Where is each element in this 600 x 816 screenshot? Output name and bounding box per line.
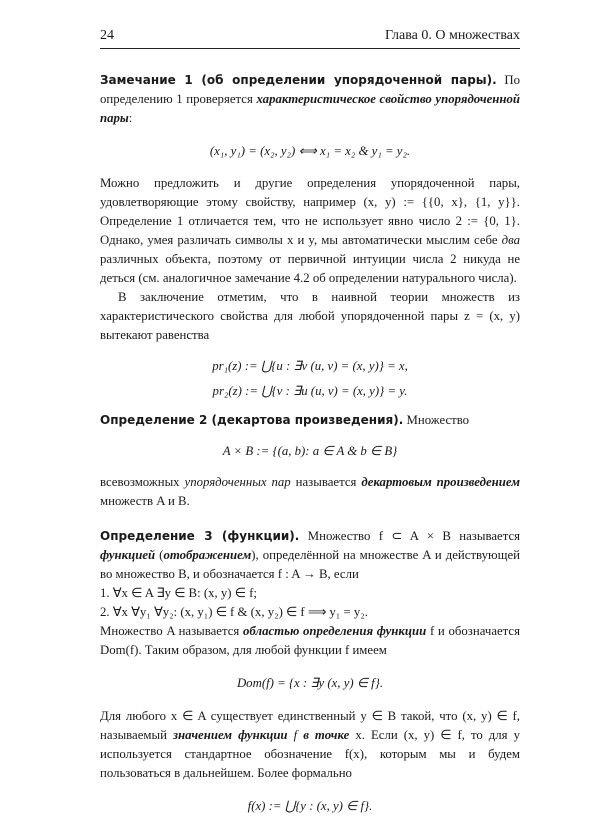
remark1-paragraph — [100, 71, 520, 128]
value-paragraph — [100, 707, 520, 783]
def2-cont-term: декартовым произведением — [361, 475, 520, 489]
def3-condition-1: 1. ∀x ∈ A ∃y ∈ B: (x, y) ∈ f; — [100, 586, 257, 600]
def2-cont-a: всевозможных — [100, 475, 180, 489]
def3-condition-2: 2. ∀x ∀y₁ ∀y₂: (x, y₁) ∈ f & (x, y₂) ∈ f ⟹ y₁ = y₂. — [100, 605, 368, 619]
para4-term-point: в точке — [303, 728, 350, 742]
page-header — [100, 28, 520, 49]
formula-cartesian-product: A × B := {(a, b): a ∈ A & b ∈ B} — [222, 444, 398, 458]
para3-term: областью определения функции — [243, 624, 427, 638]
para1-text-b: различных объекта, поэтому от первичной интуиции числа 2 никуда не деться (см. аналогичное замечание 4.2 об определении натурального числа). — [100, 252, 520, 285]
formula-function-value: f(x) := ⋃{y : (x, y) ∈ f}. — [247, 799, 373, 813]
para1-text-a: Можно предложить и другие определения упорядоченной пары, удовлетворяющие этому свойству, например (x, y) := {{0, x}, {1, y}}. Определение 1 отличается тем, что не использует явно число 2 := {0, 1}. Однако, умея различать символы x и y, мы автоматически мыслим себе — [100, 176, 520, 247]
remark1-colon: : — [128, 111, 133, 125]
def3-term-function: функцией — [100, 548, 156, 562]
def2-cont-b: называется — [295, 475, 357, 489]
para4-term-value: значением функции — [173, 728, 288, 742]
remark1-heading: Замечание 1 (об определении упорядоченной пары). — [100, 73, 497, 87]
page-number: 24 — [100, 28, 114, 43]
def2-cont-c: множеств A и B. — [100, 494, 190, 508]
def3-heading: Определение 3 (функции). — [100, 529, 300, 543]
def2-text: Множество — [406, 413, 470, 427]
para4-text-a: Для любого x ∈ A существует единственный y ∈ B такой, что (x, y) ∈ f, называемый — [100, 709, 520, 742]
remark1-text: По определению 1 проверяется — [100, 73, 521, 106]
def2-paragraph — [100, 411, 520, 430]
paragraph-alt-definitions — [100, 174, 520, 288]
para4-text-b: f — [293, 728, 298, 742]
def3-text-a: Множество f ⊂ A × B называется — [307, 529, 521, 543]
para4-text-c: x. Если (x, y) ∈ f, то для y используется стандартное обозначение f(x), которым мы и будем пользоваться в дальнейшем. Более формально — [100, 728, 520, 780]
page-body — [100, 71, 520, 816]
def2-cont-emphasis: упорядоченных пар — [184, 475, 291, 489]
para3-text-a: Множество A называется — [100, 624, 240, 638]
formula-pr1: pr₁(z) := ⋃{u : ∃v (u, v) = (x, y)} = x, — [212, 359, 408, 373]
chapter-title: Глава 0. О множествах — [384, 28, 520, 43]
def3-paren-open: ( — [159, 548, 164, 562]
def2-heading: Определение 2 (декартова произведения). — [100, 413, 404, 427]
para3-text-b: f и обозначается Dom(f). Таким образом, для любой функции f имеем — [100, 624, 520, 657]
def3-text-c: ), определённой на множестве A и действующей во множество B, и обозначается f : A → B, если — [100, 548, 520, 581]
para1-emphasis: два — [501, 233, 520, 247]
def3-term-mapping: отображением — [163, 548, 252, 562]
domain-paragraph — [100, 622, 520, 660]
remark1-term: характеристическое свойство упорядоченной пары — [100, 92, 520, 125]
page — [100, 28, 520, 816]
formula-pr2: pr₂(z) := ⋃{v : ∃u (u, v) = (x, y)} = y. — [212, 384, 408, 398]
paragraph-conclusion: В заключение отметим, что в наивной теории множеств из характеристического свойства для любой упорядоченной пары z = (x, y) вытекают равенства — [100, 290, 520, 342]
formula-domain: Dom(f) = {x : ∃y (x, y) ∈ f}. — [236, 676, 384, 690]
def2-continuation — [100, 473, 520, 511]
def3-paragraph — [100, 527, 520, 584]
formula-pair-equality: (x₁, y₁) = (x₂, y₂) ⟺ x₁ = x₂ & y₁ = y₂. — [209, 144, 411, 158]
